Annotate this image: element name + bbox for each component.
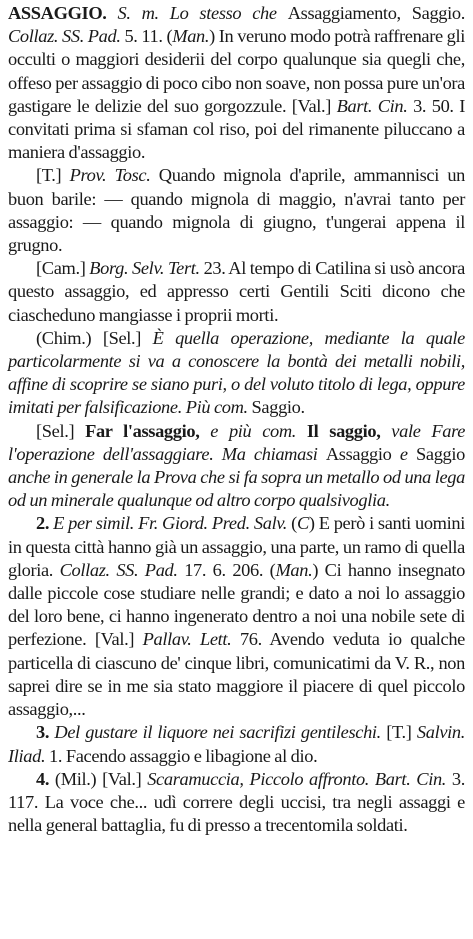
italic-run: Pallav. Lett. [142,629,232,650]
headword-run: 3. [36,722,50,743]
italic-run: S. m. Lo stesso che [106,3,288,23]
text-run: Saggio. [247,397,305,418]
text-run: Quando mignola d'aprile, ammannisci un buon barile: — quando mignola di maggio, n'avrai tanto per assaggio: — quando mignola di giugno, t'ungerai appena il grugno. [8,165,466,256]
entry-paragraph [8,420,465,513]
text-run: 17. 6. 206. ( [177,559,276,580]
italic-run: Collaz. SS. Pad. [8,26,121,47]
entry-paragraph [8,2,465,164]
text-run: ) Ci hanno insegnato dalle piccole cose studiare nelle grandi; e dato a noi lo assaggio del loro bene, ci hanno ingenerato dentro a noi una nobile sete di perfezione. [Val.] [8,559,465,650]
italic-run: E per simil. Fr. Giord. Pred. Salv. [49,513,288,534]
entry-paragraph [8,512,465,721]
italic-run: anche in generale la Prova che si fa sopra un metallo od una lega od un minerale qualunque od altro corpo qualsivoglia. [8,467,465,511]
italic-run: Prov. Tosc. [69,165,151,186]
italic-run: Borg. Selv. Tert. [89,258,200,279]
text-run: 1. Facendo assaggio e libagione al dio. [45,745,318,766]
italic-run: Man. [172,26,210,47]
italic-run: C [296,513,309,534]
headword-run: 4. [36,768,50,789]
text-run: 23. Al tempo di Catilina si usò ancora questo assaggio, ed appresso certi Gentili Sciti dicono che ciascheduno mangiasse i proprii morti. [8,258,465,325]
text-run: [Cam.] [36,258,90,279]
text-run: 76. Avendo veduta io qualche particella di ciascuno de' cinque libri, comunicatimi da V. R., non saprei dire se in me sia stato maggiore il piacere di quel piccolo assaggio,... [8,629,465,720]
text-run: Assaggiamento, Saggio. [287,3,465,23]
entry-paragraph [8,164,465,257]
italic-run: Bart. Cin. [336,95,408,116]
entry-paragraph [8,257,465,327]
text-run: Saggio [416,443,465,464]
text-run: ( [287,513,297,534]
italic-run: Man. [275,559,313,580]
italic-run: Collaz. SS. Pad. [59,559,178,580]
headword-run: Far l'assaggio, [85,420,200,441]
text-run: [Sel.] [36,420,86,441]
headword-run: 2. [36,513,50,534]
italic-run: e più com. [199,420,307,441]
text-run: Assaggio [325,443,392,464]
text-run: ) In veruno modo potrà raffrenare gli occulti o maggiori desiderii del corpo qualunque sia quegli che, offeso per assaggio di poco cibo non soave, non possa pure un'ora gastigare le delizie del suo gorgozzule. [Val.] [8,26,466,116]
italic-run: vale Fare l'operazione dell'assaggiare. Ma chiamasi [8,420,466,464]
headword-run: ASSAGGIO. [8,3,107,23]
italic-run: È quella operazione, mediante la quale particolarmente si va a conoscere la bontà dei metalli nobili, affine di scoprire se siano puri, o del voluto titolo di lega, oppure imitati per falsificazione. Più com. [8,327,465,418]
entry-paragraph [8,721,465,767]
text-run: [T.] [380,722,417,743]
text-run: (Chim.) [Sel.] [36,327,153,348]
entry-paragraph [8,768,465,838]
italic-run: e [391,443,416,464]
italic-run: Salvin. Iliad. [8,722,466,766]
text-run: [T.] [36,165,70,186]
headword-run: Il saggio, [306,420,381,441]
text-run: 3. 117. La voce che... udì correre degli uccisi, tra negli assaggi e nella general battaglia, fu di presso a trecentomila soldati. [8,768,465,836]
italic-run: Del gustare il liquore nei sacrifizi gentileschi. [49,722,381,743]
text-run: ) E però i santi uomini in questa città hanno già un assaggio, una parte, un ramo di quella gloria. [8,513,465,580]
text-run: (Mil.) [Val.] [49,768,148,789]
text-run: 3. 50. I convitati prima si sfaman col riso, poi del rimanente piluccano a maniera d'assaggio. [8,95,465,163]
text-run: 5. 11. ( [120,26,173,47]
entry-paragraph [8,327,465,420]
italic-run: Scaramuccia, Piccolo affronto. Bart. Cin. [147,768,447,789]
